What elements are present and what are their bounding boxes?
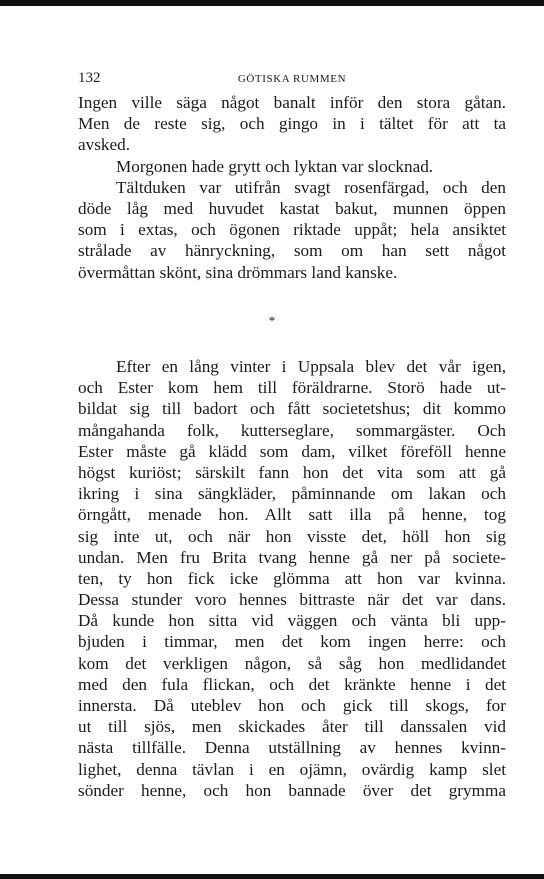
text-line: som i extas, och ögonen riktade uppåt; hela ansiktet	[78, 220, 506, 240]
paragraph	[78, 156, 506, 177]
text-line: örngått, menade hon. Allt satt illa på henne, tog	[78, 505, 506, 525]
text-line: Ingen ville säga något banalt inför den stora gåtan.	[78, 93, 506, 112]
text-line: sig inte ut, och när hon visste det, höll hon sig	[78, 526, 506, 546]
text-line: med den fula flickan, och det kränkte henne i det	[78, 674, 506, 694]
text-line: strålade av hänryckning, som om han sett något	[78, 241, 506, 261]
paragraph	[78, 92, 506, 156]
text-line: sönder henne, och hon bannade över det grymma	[78, 780, 506, 800]
text-line: övermåttan skönt, sina drömmars land kanske.	[78, 262, 398, 282]
text-line: bjuden i timmar, men det kom ingen herre: och	[78, 632, 506, 652]
text-line: högst kuriöst; särskilt fann hon det vita som att gå	[78, 462, 506, 482]
paragraph	[78, 356, 506, 801]
text-line: Tältduken var utifrån svagt rosenfärgad, och den	[116, 177, 506, 197]
text-line: Ester måste gå klädd som dam, vilket föreföll henne	[78, 441, 506, 461]
top-border-rule	[0, 0, 544, 6]
running-title: GÖTISKA RUMMEN	[237, 73, 347, 85]
text-line: ikring i sina sängkläder, påminnande om lakan och	[78, 484, 506, 504]
text-line: Men de reste sig, och gingo in i tältet för att ta	[78, 114, 506, 134]
text-line: ten, ty hon fick icke glömma att hon var kvinna.	[78, 568, 506, 588]
text-line: lighet, denna tävlan i en ojämn, ovärdig kamp slet	[78, 759, 506, 779]
paragraph	[78, 177, 506, 283]
text-line: Morgonen hade grytt och lyktan var slocknad.	[116, 156, 434, 176]
text-line: mångahanda folk, kutterseglare, sommargäster. Och	[78, 420, 506, 440]
text-line: kom det verkligen någon, så såg hon medlidandet	[78, 653, 506, 673]
text-block-after-break	[78, 356, 506, 801]
text-line: och Ester kom hem till föräldrarne. Storö hade ut-	[78, 378, 506, 398]
section-break-asterisk: *	[268, 313, 276, 328]
running-header	[78, 68, 506, 88]
bottom-border-rule	[0, 874, 544, 879]
text-line: döde låg med huvudet kastat bakut, munnen öppen	[78, 198, 506, 218]
text-line: bildat sig till badort och fått societetshus; dit kommo	[78, 399, 506, 419]
text-line: innersta. Då uteblev hon och gick till skogs, for	[78, 696, 506, 715]
text-line: Dessa stunder voro hennes bittraste när det var dans.	[78, 590, 506, 610]
text-line: Efter en lång vinter i Uppsala blev det vår igen,	[116, 357, 506, 376]
text-line: nästa tillfälle. Denna utställning av hennes kvinn-	[78, 738, 506, 758]
text-line: undan. Men fru Brita tvang henne gå ner på societe-	[78, 547, 506, 567]
text-line: ut till sjös, men skickades åter till danssalen vid	[78, 717, 506, 737]
text-line: Då kunde hon sitta vid väggen och vänta bli upp-	[78, 611, 506, 631]
text-block-before-break	[78, 92, 506, 283]
page-number: 132	[78, 70, 101, 86]
text-line: avsked.	[78, 135, 131, 155]
